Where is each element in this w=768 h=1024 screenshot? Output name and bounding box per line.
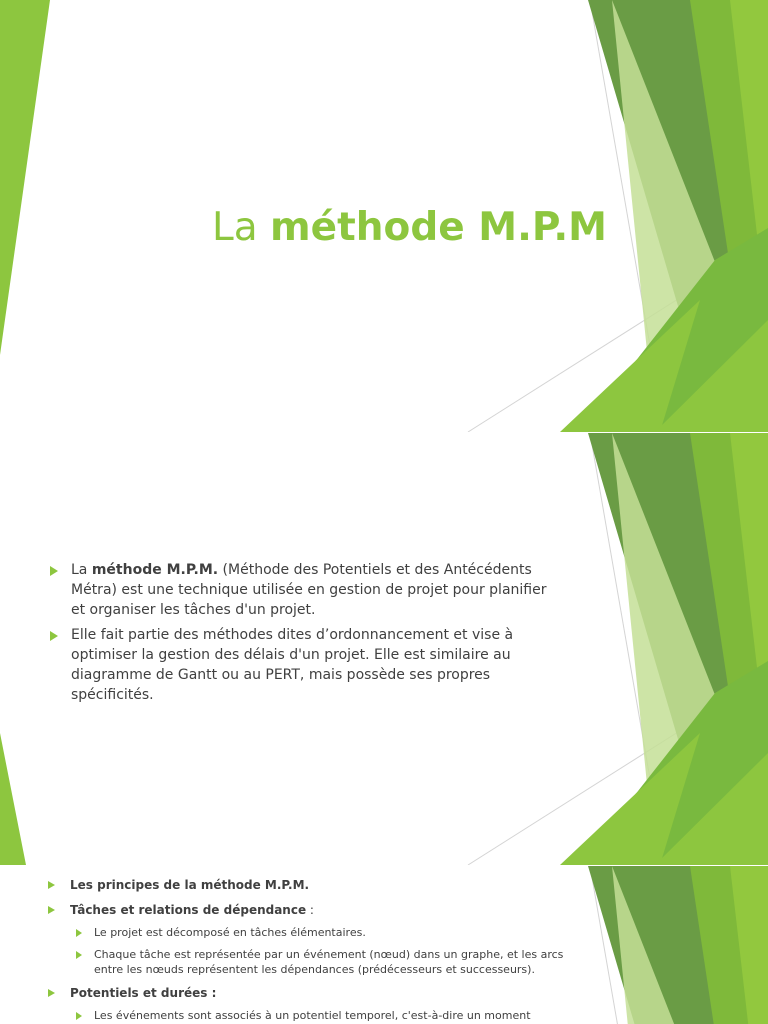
item-text: (Méthode des Potentiels et des Antécédents Métra) est une technique utilisée en gestion de projet pour planifier et organiser les tâches d'un projet.: [71, 562, 547, 618]
item-prefix: La: [71, 562, 92, 578]
bullet-arrow-icon: [48, 989, 55, 997]
slide-title: [212, 200, 607, 256]
bullet-arrow-icon: [50, 631, 58, 641]
item-bold: méthode M.P.M.: [91, 562, 219, 578]
item-text: Elle fait partie des méthodes dites d’ordonnancement et vise à optimiser la gestion des délais d'un projet. Elle est similaire au diagramme de Gantt ou au PERT, mais possède ses propres spécificités.: [71, 627, 514, 703]
item-label: Tâches et relations de dépendance: [70, 903, 307, 917]
item-label: Les principes de la méthode M.P.M.: [70, 878, 310, 892]
list-item: [48, 877, 588, 894]
item-label: Potentiels et durées :: [70, 986, 217, 1000]
item-suffix: :: [306, 903, 314, 917]
sub-item-text: Les événements sont associés à un potentiel temporel, c'est-à-dire un moment: [94, 1009, 531, 1022]
sub-item-text: Chaque tâche est représentée par un événement (nœud) dans un graphe, et les arcs entre les nœuds représentent les dépendances (prédécesseurs et successeurs).: [94, 948, 564, 976]
title-bold: méthode M.P.M: [270, 205, 607, 250]
bullet-arrow-icon: [50, 566, 58, 576]
definition-slide: [0, 433, 768, 865]
principles-list: [48, 877, 588, 1024]
principles-slide: [0, 866, 768, 1024]
list-item: [48, 985, 588, 1023]
bullet-arrow-icon: [76, 929, 82, 937]
bullet-arrow-icon: [48, 906, 55, 914]
sub-list: [70, 1008, 588, 1023]
title-slide: [0, 0, 768, 432]
bullet-arrow-icon: [48, 881, 55, 889]
list-item: [50, 560, 550, 620]
sub-list-item: [76, 947, 588, 977]
sub-list: [70, 925, 588, 977]
sub-list-item: [76, 925, 588, 940]
bullet-arrow-icon: [76, 951, 82, 959]
list-item: [48, 902, 588, 977]
sub-item-text: Le projet est décomposé en tâches élémentaires.: [94, 926, 366, 939]
definition-list: [50, 560, 550, 710]
bullet-arrow-icon: [76, 1012, 82, 1020]
list-item: [50, 625, 550, 705]
title-regular: La: [212, 205, 271, 250]
sub-list-item: [76, 1008, 588, 1023]
